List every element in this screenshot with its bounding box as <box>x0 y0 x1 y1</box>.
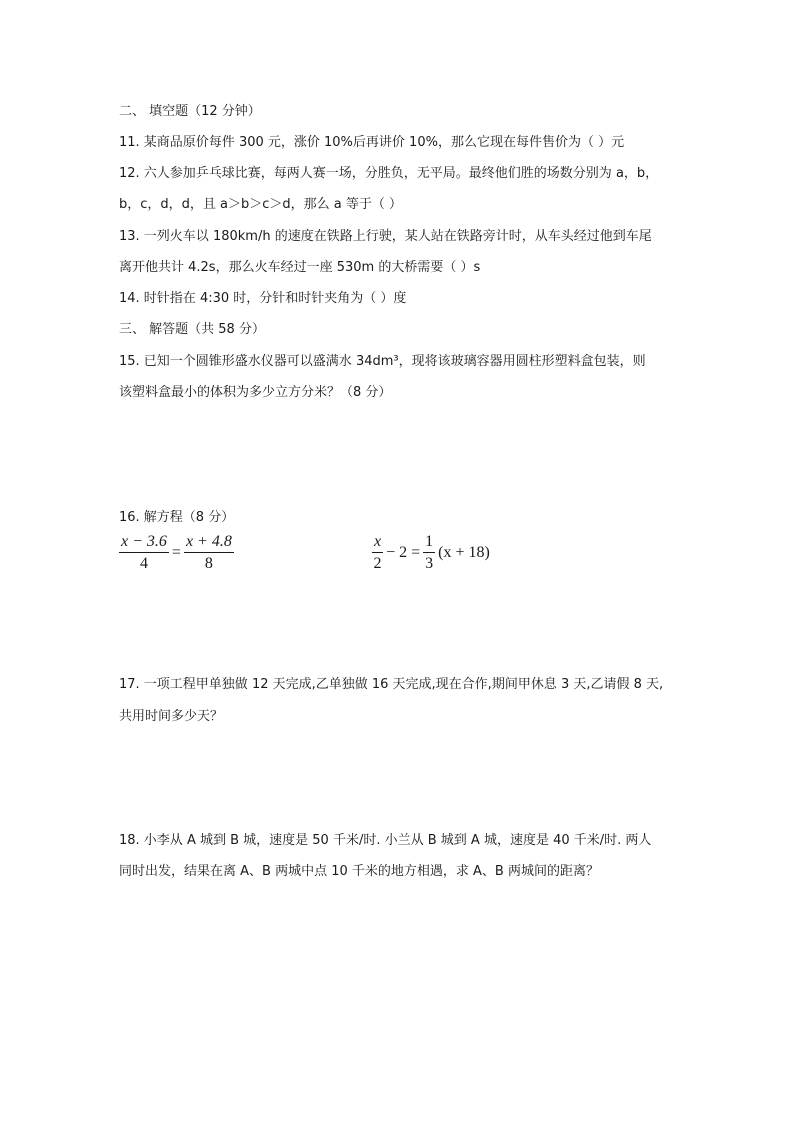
question-14: 14. 时针指在 4:30 时，分针和时针夹角为（ ）度 <box>119 291 407 306</box>
question-13-line-2: 离开他共计 4.2s，那么火车经过一座 530m 的大桥需要（ ）s <box>119 260 481 275</box>
equation-1-left-fraction <box>119 533 169 573</box>
fraction-bar <box>423 552 435 553</box>
equation-2-first-denominator: 2 <box>373 555 382 572</box>
equation-1-right-fraction <box>184 533 234 573</box>
question-12-line-2: b，c，d，d，且 a＞b＞c＞d，那么 a 等于（ ） <box>119 197 403 212</box>
equation-1-right-denominator: 8 <box>204 555 213 572</box>
equation-2-first-fraction <box>372 533 383 573</box>
question-15-line-2: 该塑料盒最小的体积为多少立方分米？（8 分） <box>119 385 392 400</box>
question-18-line-1: 18. 小李从 A 城到 B 城，速度是 50 千米/时. 小兰从 B 城到 A 城，速度是 40 千米/时. 两人 <box>119 833 652 848</box>
equation-2-second-numerator: 1 <box>425 533 434 550</box>
question-17-line-2: 共用时间多少天？ <box>119 709 224 724</box>
section-2-heading: 二、 填空题（12 分钟） <box>119 104 261 119</box>
equation-2-first-numerator: x <box>374 533 382 550</box>
fraction-bar <box>119 552 169 553</box>
question-13-line-1: 13. 一列火车以 180km/h 的速度在铁路上行驶，某人站在铁路旁计时，从车头经过他到车尾 <box>119 229 652 244</box>
question-16-title: 16. 解方程（8 分） <box>119 510 235 525</box>
equation-1-left-denominator: 4 <box>139 555 148 572</box>
equation-2-second-fraction <box>423 533 435 573</box>
question-11: 11. 某商品原价每件 300 元，涨价 10%后再讲价 10%，那么它现在每件售价为（ ）元 <box>119 135 625 150</box>
equation-2-tail: (x + 18) <box>438 544 490 561</box>
question-12-line-1: 12. 六人参加乒乓球比赛，每两人赛一场，分胜负，无平局。最终他们胜的场数分别为 a，b， <box>119 166 659 181</box>
equation-1-right-numerator: x + 4.8 <box>185 533 232 550</box>
question-17-line-1: 17. 一项工程甲单独做 12 天完成,乙单独做 16 天完成,现在合作,期间甲休息 3 天,乙请假 8 天, <box>119 677 664 692</box>
equation-1-left-numerator: x − 3.6 <box>121 533 167 550</box>
question-18-line-2: 同时出发，结果在离 A、B 两城中点 10 千米的地方相遇，求 A、B 两城间的距离？ <box>119 864 599 879</box>
question-15-line-1: 15. 已知一个圆锥形盛水仪器可以盛满水 34dm³，现将该玻璃容器用圆柱形塑料盒包装，则 <box>119 354 646 369</box>
equation-2 <box>372 533 493 573</box>
equation-2-minus-two: − 2 = <box>386 544 421 561</box>
section-3-heading: 三、 解答题（共 58 分） <box>119 322 265 337</box>
equation-1-equals: = <box>171 544 181 561</box>
equation-1 <box>119 533 234 573</box>
equation-2-second-denominator: 3 <box>425 555 434 572</box>
fraction-bar <box>372 552 383 553</box>
fraction-bar <box>184 552 234 553</box>
